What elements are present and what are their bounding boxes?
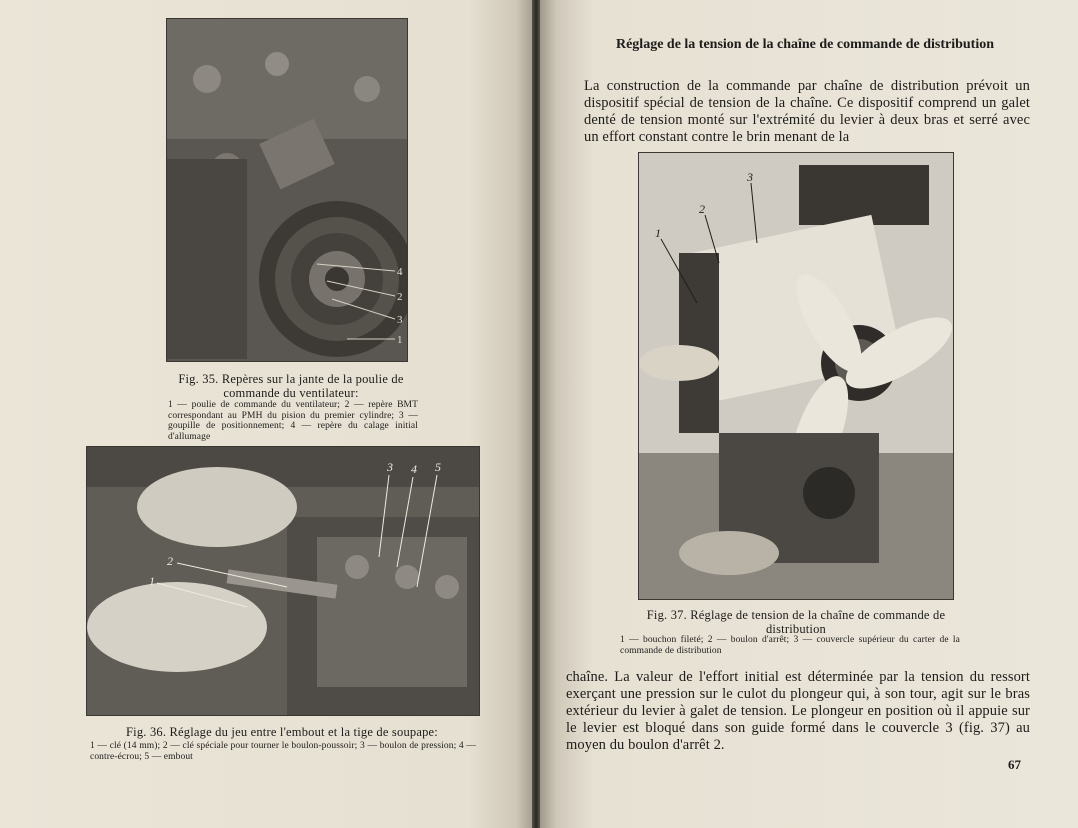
fig37-caption: Fig. 37. Réglage de tension de la chaîne de commande de distribution [646, 608, 946, 636]
fig35-legend: 1 — poulie de commande du ventilateur; 2 — repère BMT correspondant au PMH du pision du premier cylindre; 3 — goupille de positionnement; 4 — repère du calage initial d'allumage [168, 400, 418, 442]
fig35-photo [166, 18, 408, 362]
fig36-callout-2: 2 [167, 554, 173, 568]
fig36-callout-4: 4 [411, 462, 417, 476]
fig35-callout-2: 2 [397, 291, 403, 303]
fig36-photo [86, 446, 480, 716]
fig37-legend: 1 — bouchon fileté; 2 — boulon d'arrêt; 3 — couvercle supérieur du carter de la commande de distribution [620, 635, 960, 656]
fig36-legend: 1 — clé (14 mm); 2 — clé spéciale pour tourner le boulon-poussoir; 3 — boulon de pression; 4 — contre-écrou; 5 — embout [90, 741, 476, 762]
fig37-callout-3: 3 [747, 170, 753, 184]
left-page [0, 0, 532, 828]
paragraph-1: La construction de la commande par chaîne de distribution prévoit un dispositif spécial de tension de la chaîne. Ce dispositif comprend un galet denté de tension monté sur l'extrémité du levier à deux bras et serré avec un effort constant contre le brin menant de la [584, 78, 1030, 145]
fig35-callout-4: 4 [397, 266, 403, 278]
fig35-caption: Fig. 35. Repères sur la jante de la poulie de commande du ventilateur: [178, 372, 404, 400]
fig36-callout-5: 5 [435, 460, 441, 474]
paragraph-2: chaîne. La valeur de l'effort initial est déterminée par la tension du ressort exerçant une pression sur le culot du plongeur qui, à son tour, agit sur le bras extérieur du levier à galet de tension. Le plongeur en position où il appuie sur le levier est bloqué dans son guide formé dans le couvercle 3 (fig. 37) au moyen du boulon d'arrêt 2. [566, 669, 1030, 753]
fig35-callout-3: 3 [397, 314, 403, 326]
page-number: 67 [1008, 757, 1021, 772]
fig36-caption: Fig. 36. Réglage du jeu entre l'embout et la tige de soupape: [126, 725, 438, 739]
fig36-callout-1: 1 [149, 574, 155, 588]
fig37-callout-2: 2 [699, 202, 705, 216]
fig36-callout-3: 3 [387, 460, 393, 474]
fig35-callout-1: 1 [397, 334, 403, 346]
fig37-photo [638, 152, 954, 600]
book-gutter [532, 0, 540, 828]
section-heading: Réglage de la tension de la chaîne de commande de distribution [615, 37, 994, 52]
fig37-callout-1: 1 [655, 226, 661, 240]
